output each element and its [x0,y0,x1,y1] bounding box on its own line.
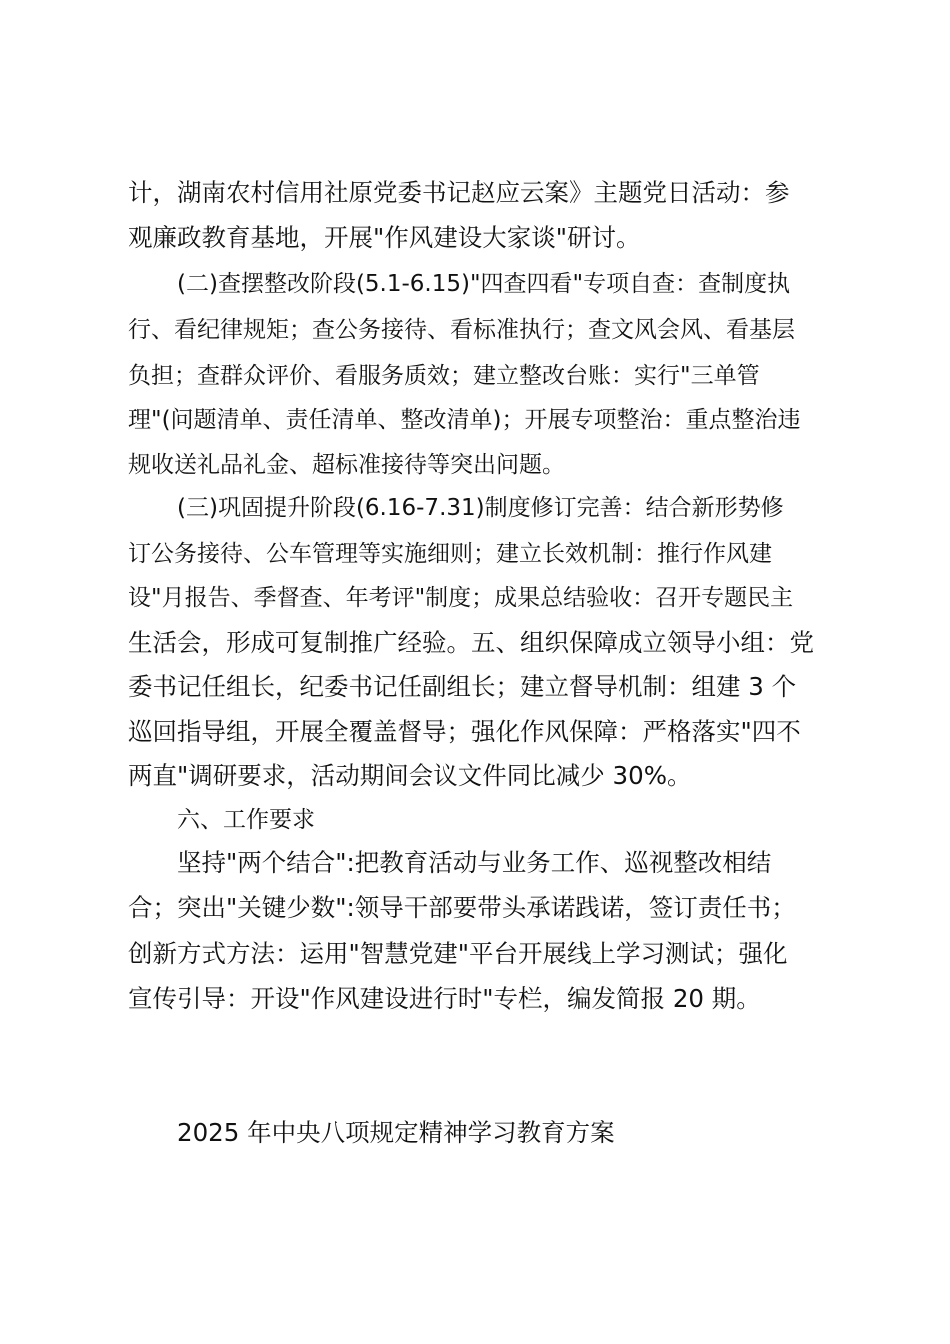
text-line: (二)查摆整改阶段(5.1-6.15)"四查四看"专项自查：查制度执 [177,271,791,297]
text-line: 委书记任组长，纪委书记任副组长；建立督导机制：组建 3 个 [128,672,797,701]
text-line: 生活会，形成可复制推广经验。五、组织保障成立领导小组：党 [128,628,814,657]
text-line: 宣传引导：开设"作风建设进行时"专栏，编发简报 20 期。 [128,984,761,1013]
text-line: 订公务接待、公车管理等实施细则；建立长效机制：推行作风建 [128,541,772,567]
text-line: 行、看纪律规矩；查公务接待、看标准执行；查文风会风、看基层 [128,317,795,343]
text-line: 计，湖南农村信用社原党委书记赵应云案》主题党日活动：参 [128,178,790,207]
text-line: 规收送礼品礼金、超标准接待等突出问题。 [128,452,565,478]
text-line: 巡回指导组，开展全覆盖督导；强化作风保障：严格落实"四不 [128,717,801,746]
text-line: 创新方式方法：运用"智慧党建"平台开展线上学习测试；强化 [128,939,788,968]
text-line: (三)巩固提升阶段(6.16-7.31)制度修订完善：结合新形势修 [177,495,784,521]
text-line: 合；突出"关键少数":领导干部要带头承诺践诺，签订责任书； [128,893,796,922]
document-title: 2025 年中央八项规定精神学习教育方案 [177,1118,615,1147]
text-line: 理"(问题清单、责任清单、整改清单)；开展专项整治：重点整治违 [128,407,801,433]
text-line: 负担；查群众评价、看服务质效；建立整改台账：实行"三单管 [128,363,760,389]
section-heading: 六、工作要求 [177,807,315,833]
text-line: 坚持"两个结合":把教育活动与业务工作、巡视整改相结 [177,848,772,877]
text-line: 两直"调研要求，活动期间会议文件同比减少 30%。 [128,761,692,790]
text-line: 观廉政教育基地，开展"作风建设大家谈"研讨。 [128,223,641,252]
text-line: 设"月报告、季督查、年考评"制度；成果总结验收：召开专题民主 [128,585,794,611]
